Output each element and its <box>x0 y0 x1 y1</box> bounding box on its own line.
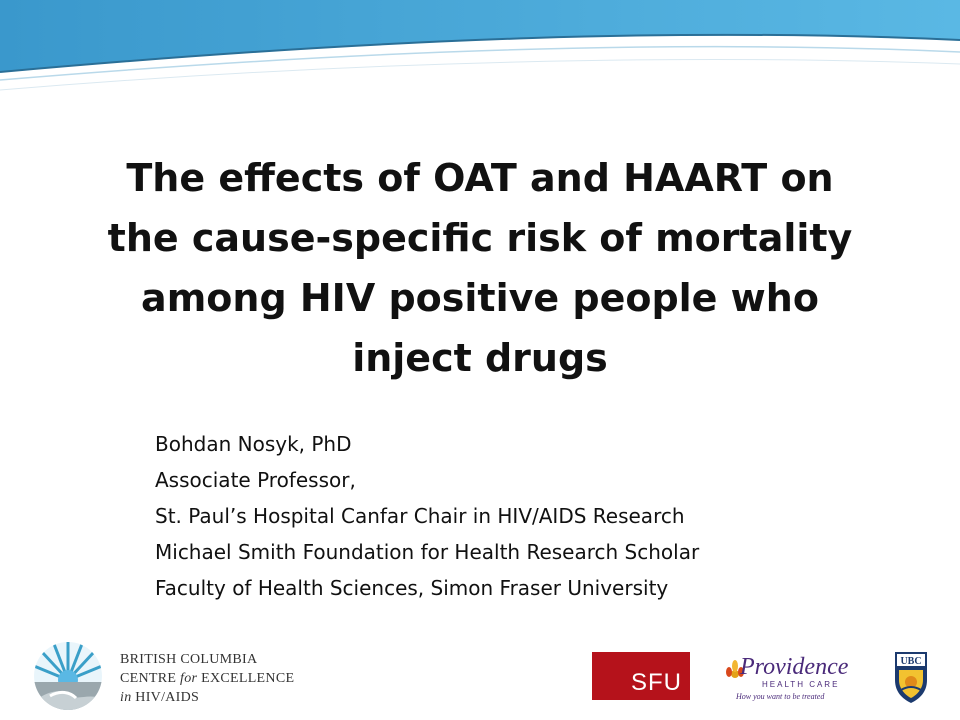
slide-title <box>60 148 900 388</box>
title-line: the cause-specific risk of mortality <box>107 216 853 260</box>
author-line: Associate Professor, <box>155 468 356 492</box>
providence-logo <box>722 652 862 708</box>
author-line: Michael Smith Foundation for Health Research Scholar <box>155 540 700 564</box>
title-line: The effects of OAT and HAART on <box>126 156 834 200</box>
bc-centre-line3: in HIV/AIDS <box>120 690 200 705</box>
top-banner-decoration <box>0 0 960 110</box>
title-line: among HIV positive people who <box>141 276 819 320</box>
author-line: Bohdan Nosyk, PhD <box>155 432 352 456</box>
author-line: Faculty of Health Sciences, Simon Fraser University <box>155 576 669 600</box>
bc-centre-logo <box>32 640 104 712</box>
ubc-crest-logo <box>893 650 929 704</box>
author-line: St. Paul’s Hospital Canfar Chair in HIV/AIDS Research <box>155 504 685 528</box>
sfu-logo-text: SFU <box>631 669 682 696</box>
ubc-logo-text: UBC <box>900 656 922 667</box>
providence-name: Providence <box>740 654 849 680</box>
sfu-logo <box>592 652 690 700</box>
title-line: inject drugs <box>352 336 608 380</box>
bc-centre-line1: BRITISH COLUMBIA <box>120 652 258 667</box>
bc-centre-line2: CENTRE for EXCELLENCE <box>120 671 295 686</box>
bc-centre-wordmark <box>120 650 294 707</box>
providence-tagline: How you want to be treated <box>736 692 825 701</box>
providence-subtitle: HEALTH CARE <box>762 680 840 689</box>
author-block <box>155 426 855 606</box>
